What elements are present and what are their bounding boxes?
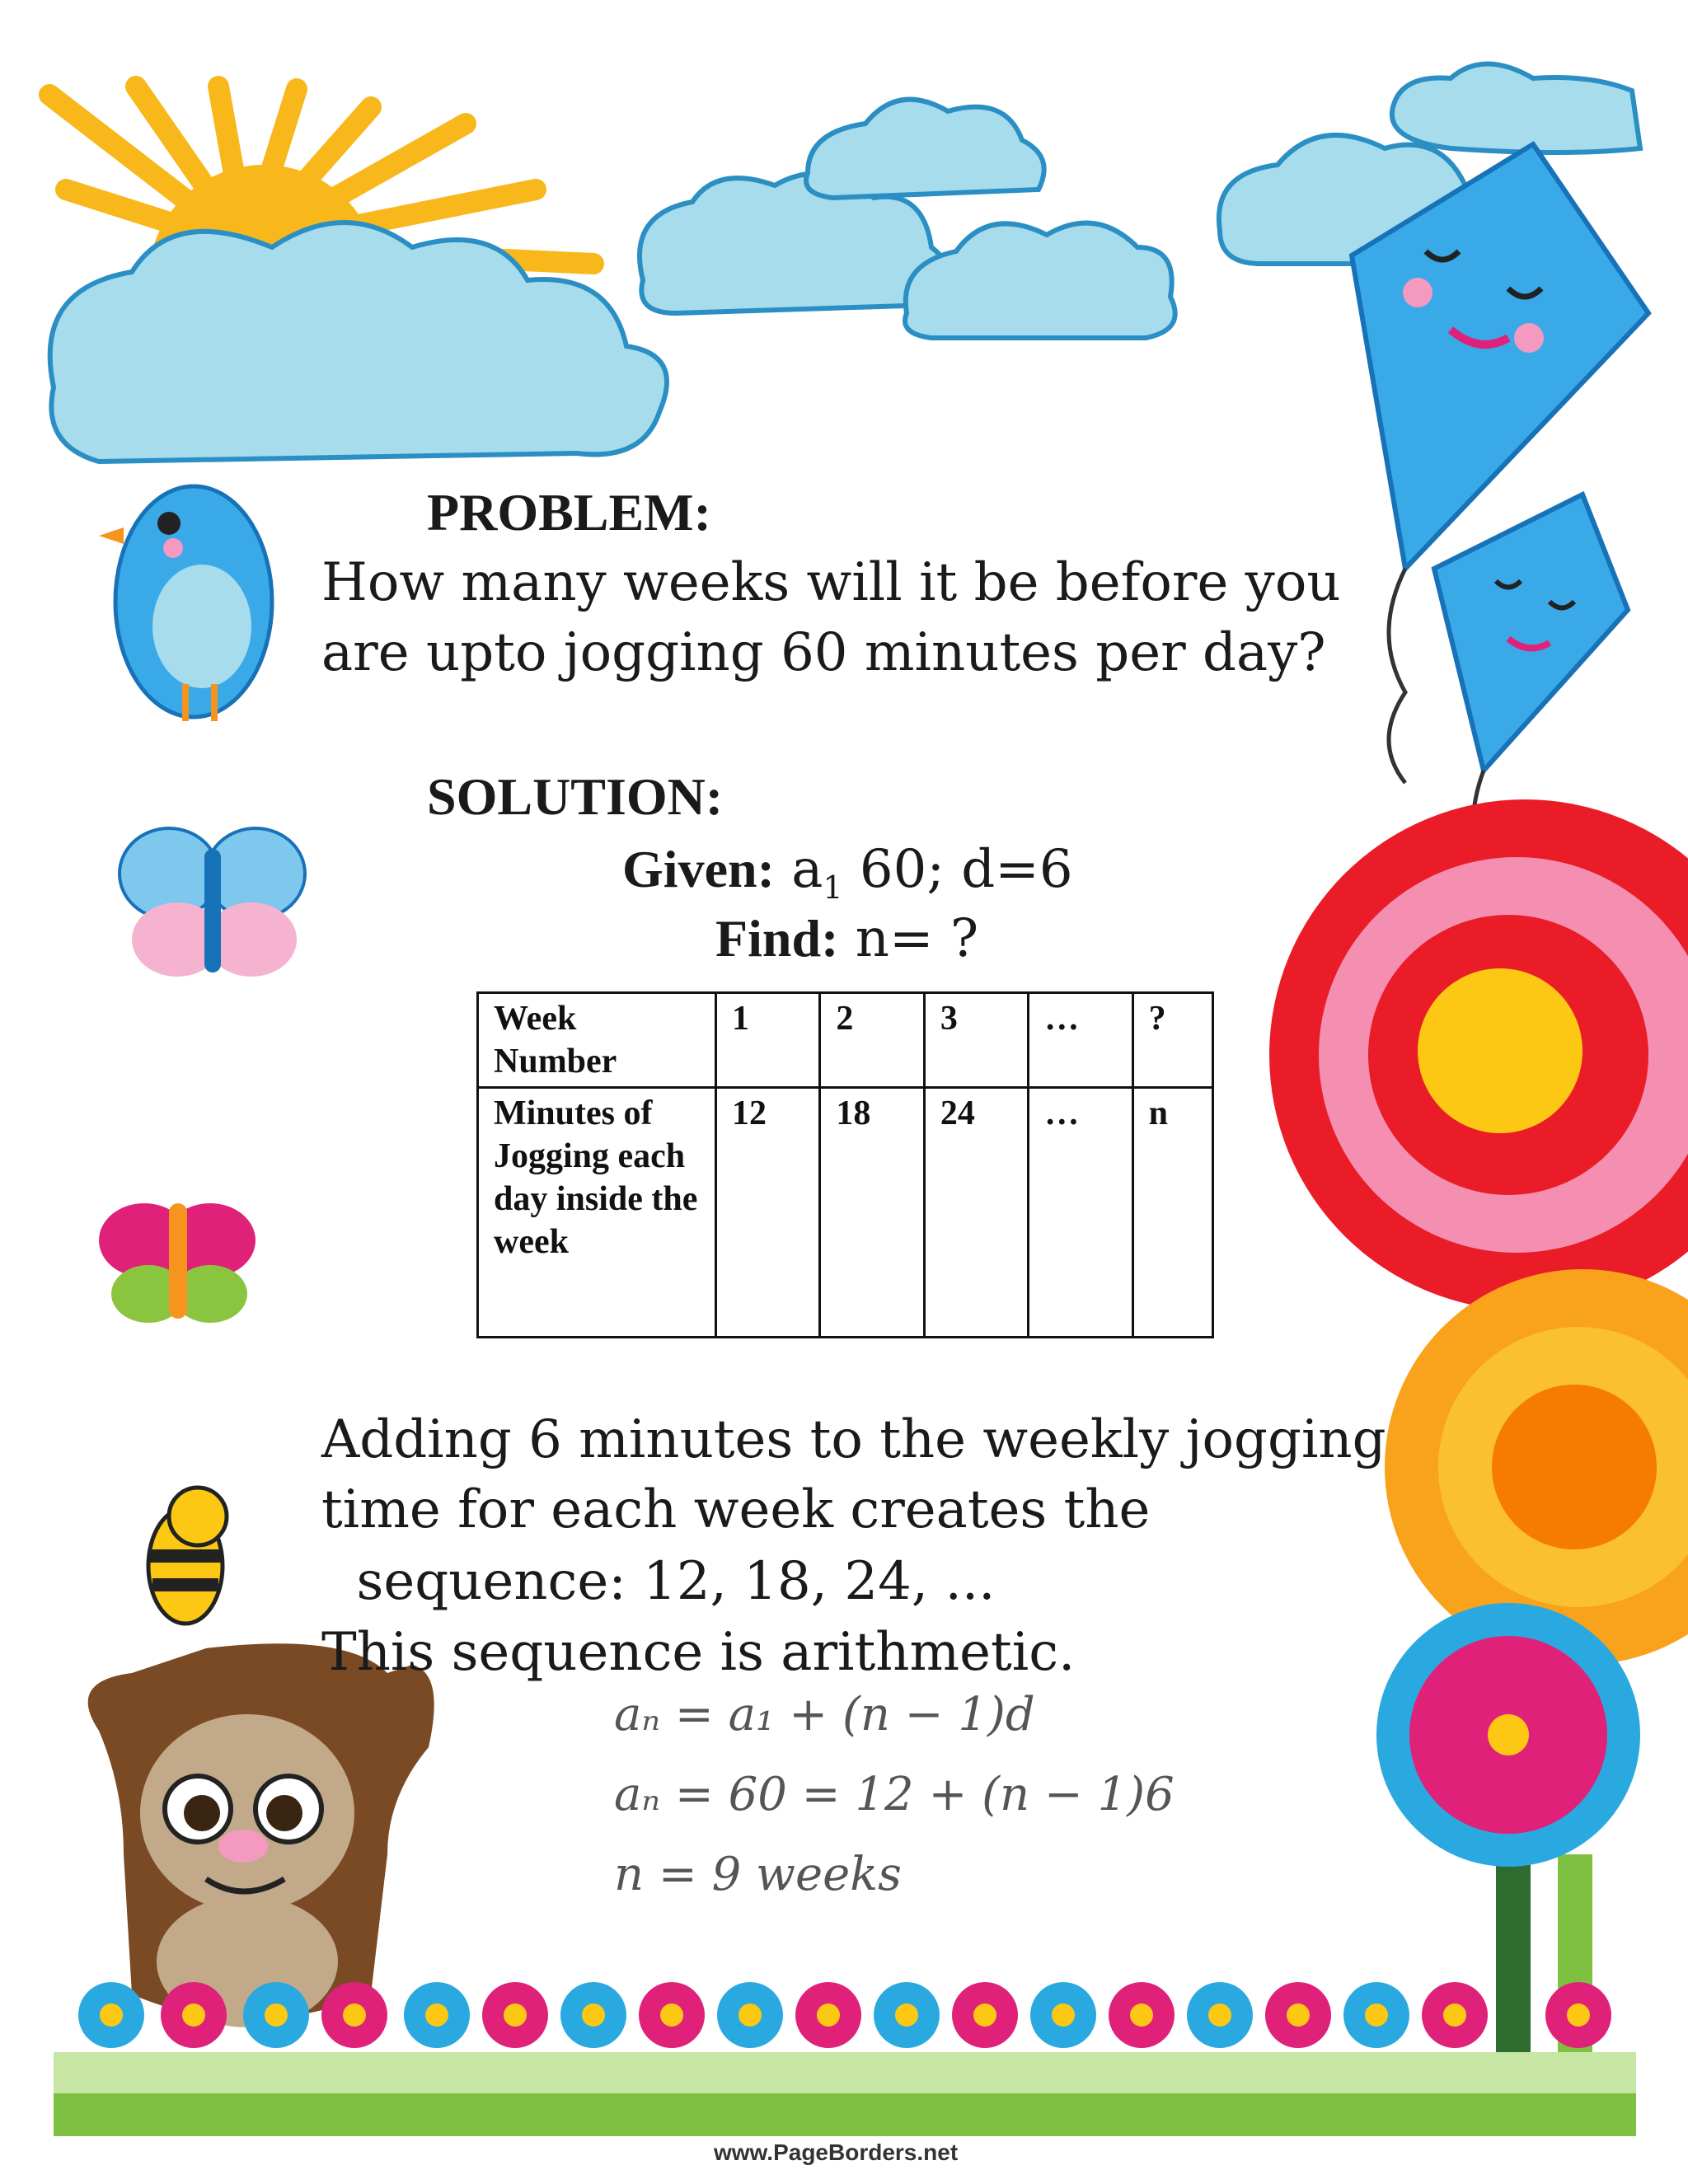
find-label: Find: [715,909,839,968]
given-value: $a_1$ 60; d=6 [791,839,1073,906]
flower-border-icon [54,1982,1636,2136]
table-row [478,1088,1213,1338]
table-cell: … [1029,1088,1132,1338]
given-label: Given: [622,840,775,898]
problem-question-line1: How many weeks will it be before you [321,552,1341,613]
table-cell: 3 [924,993,1028,1088]
table-cell: 24 [924,1088,1028,1338]
explanation-line3: sequence: 12, 18, 24, ... [356,1551,996,1612]
given-line [622,839,1073,906]
table-cell: 18 [820,1088,924,1338]
table-cell: n [1132,1088,1212,1338]
butterfly-icon [120,828,305,977]
explanation-line2: time for each week creates the [321,1479,1151,1540]
table-cell: Minutes of Jogging each day inside the week [478,1088,716,1338]
table-cell: ? [1132,993,1212,1088]
butterfly-icon [99,1203,256,1323]
bee-icon [148,1488,227,1624]
footer-url: www.PageBorders.net [714,2139,959,2165]
table-cell: 12 [716,1088,820,1338]
formula-substituted: aₙ = 60 = 12 + (n − 1)6 [614,1768,1175,1821]
formula-general: aₙ = a₁ + (n − 1)d [614,1688,1035,1741]
table-cell: … [1029,993,1132,1088]
problem-heading: PROBLEM: [427,483,711,541]
problem-question-line2: are upto jogging 60 minutes per day? [321,622,1326,683]
find-line [715,908,978,969]
solution-heading: SOLUTION: [427,767,724,826]
table-cell: Week Number [478,993,716,1088]
table-cell: 2 [820,993,924,1088]
table-row [478,993,1213,1088]
table-cell: 1 [716,993,820,1088]
bird-icon [99,486,272,721]
formula-answer: n = 9 weeks [614,1848,902,1901]
explanation-line1: Adding 6 minutes to the weekly jogging [321,1409,1386,1470]
jogging-table [476,991,1214,1338]
dog-icon [88,1643,434,2027]
explanation-line4: This sequence is arithmetic. [321,1622,1076,1683]
find-value: n= ? [838,908,979,969]
